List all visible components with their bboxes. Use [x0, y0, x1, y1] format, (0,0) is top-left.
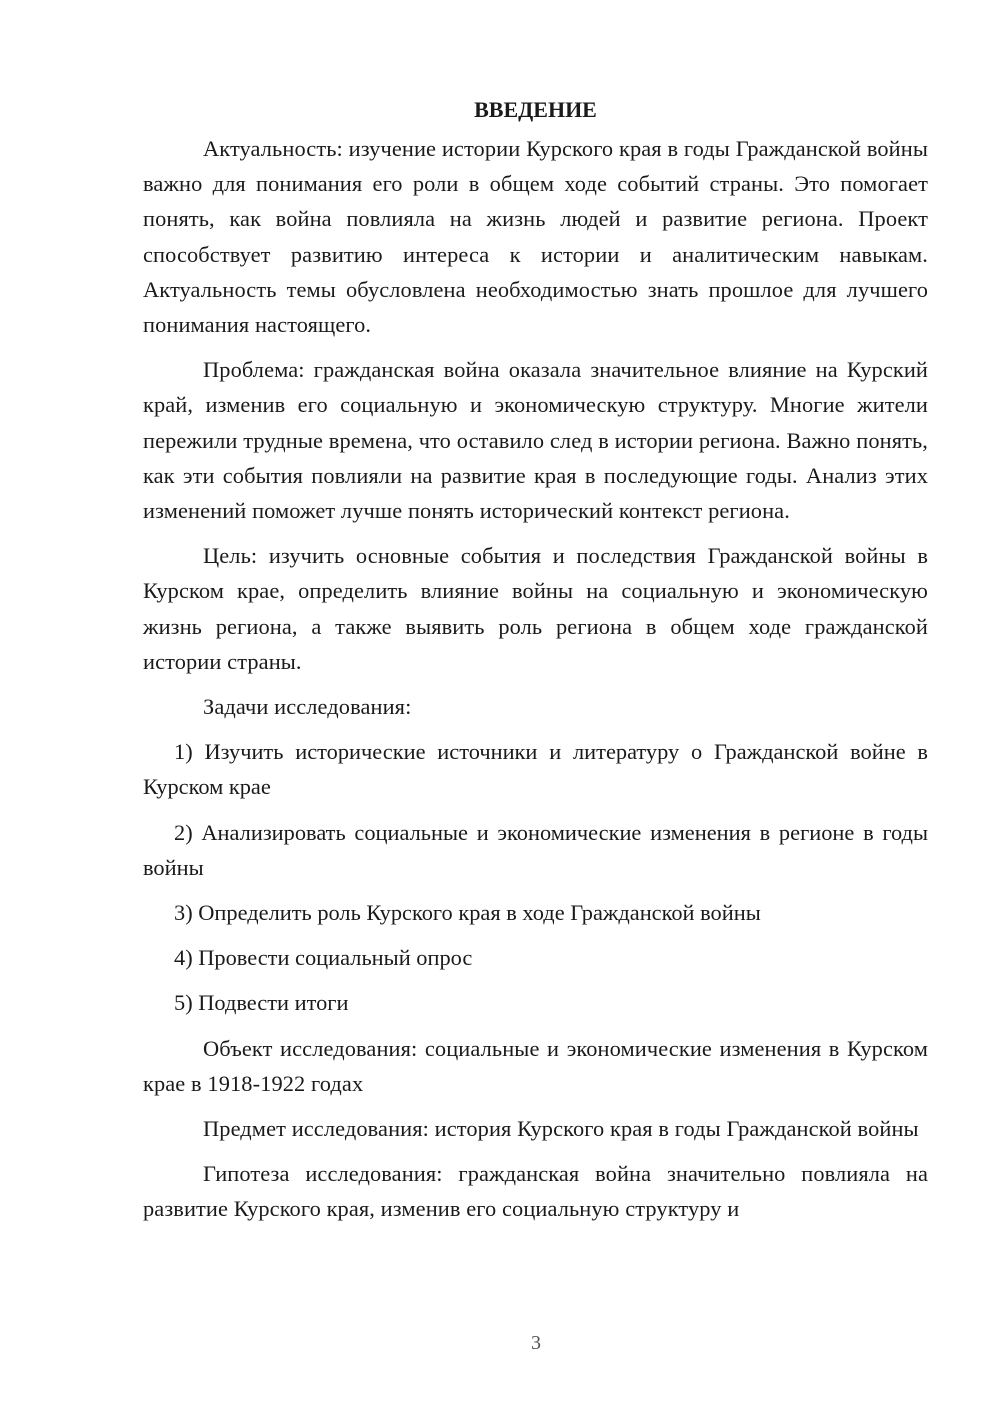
subject-paragraph: Предмет исследования: история Курского края в годы Гражданской войны	[203, 1116, 919, 1142]
object-paragraph: Объект исследования: социальные и экономические изменения в Курском крае в 1918-1922 годах	[143, 1035, 928, 1096]
task-item: 2) Анализировать социальные и экономические изменения в регионе в годы войны	[143, 819, 928, 880]
task-item: 4) Провести социальный опрос	[174, 945, 473, 971]
hypothesis-paragraph: Гипотеза исследования: гражданская война значительно повлияла на развитие Курского края, изменив его социальную структуру и	[143, 1161, 928, 1222]
task-item: 3) Определить роль Курского края в ходе Гражданской войны	[174, 900, 761, 926]
tasks-title: Задачи исследования:	[203, 694, 412, 720]
document-page	[143, 92, 928, 1237]
page-number: 3	[531, 1332, 541, 1354]
task-item: 5) Подвести итоги	[174, 990, 349, 1016]
task-item: 1) Изучить исторические источники и литературу о Гражданской войне в Курском крае	[143, 739, 928, 800]
problem-paragraph: Проблема: гражданская война оказала значительное влияние на Курский край, изменив его социальную и экономическую структуру. Многие жители пережили трудные времена, что оставило след в истории региона. Важно понять, как эти события повлияли на развитие края в последующие годы. Анализ этих изменений поможет лучше понять исторический контекст региона.	[143, 357, 928, 524]
section-heading: ВВЕДЕНИЕ	[474, 97, 597, 122]
relevance-paragraph: Актуальность: изучение истории Курского края в годы Гражданской войны важно для понимания его роли в общем ходе событий страны. Это помогает понять, как война повлияла на жизнь людей и развитие региона. Проект способствует развитию интереса к истории и аналитическим навыкам. Актуальность темы обусловлена необходимостью знать прошлое для лучшего понимания настоящего.	[143, 136, 928, 338]
goal-paragraph: Цель: изучить основные события и последствия Гражданской войны в Курском крае, определить влияние войны на социальную и экономическую жизнь региона, а также выявить роль региона в общем ходе гражданской истории страны.	[143, 543, 928, 674]
